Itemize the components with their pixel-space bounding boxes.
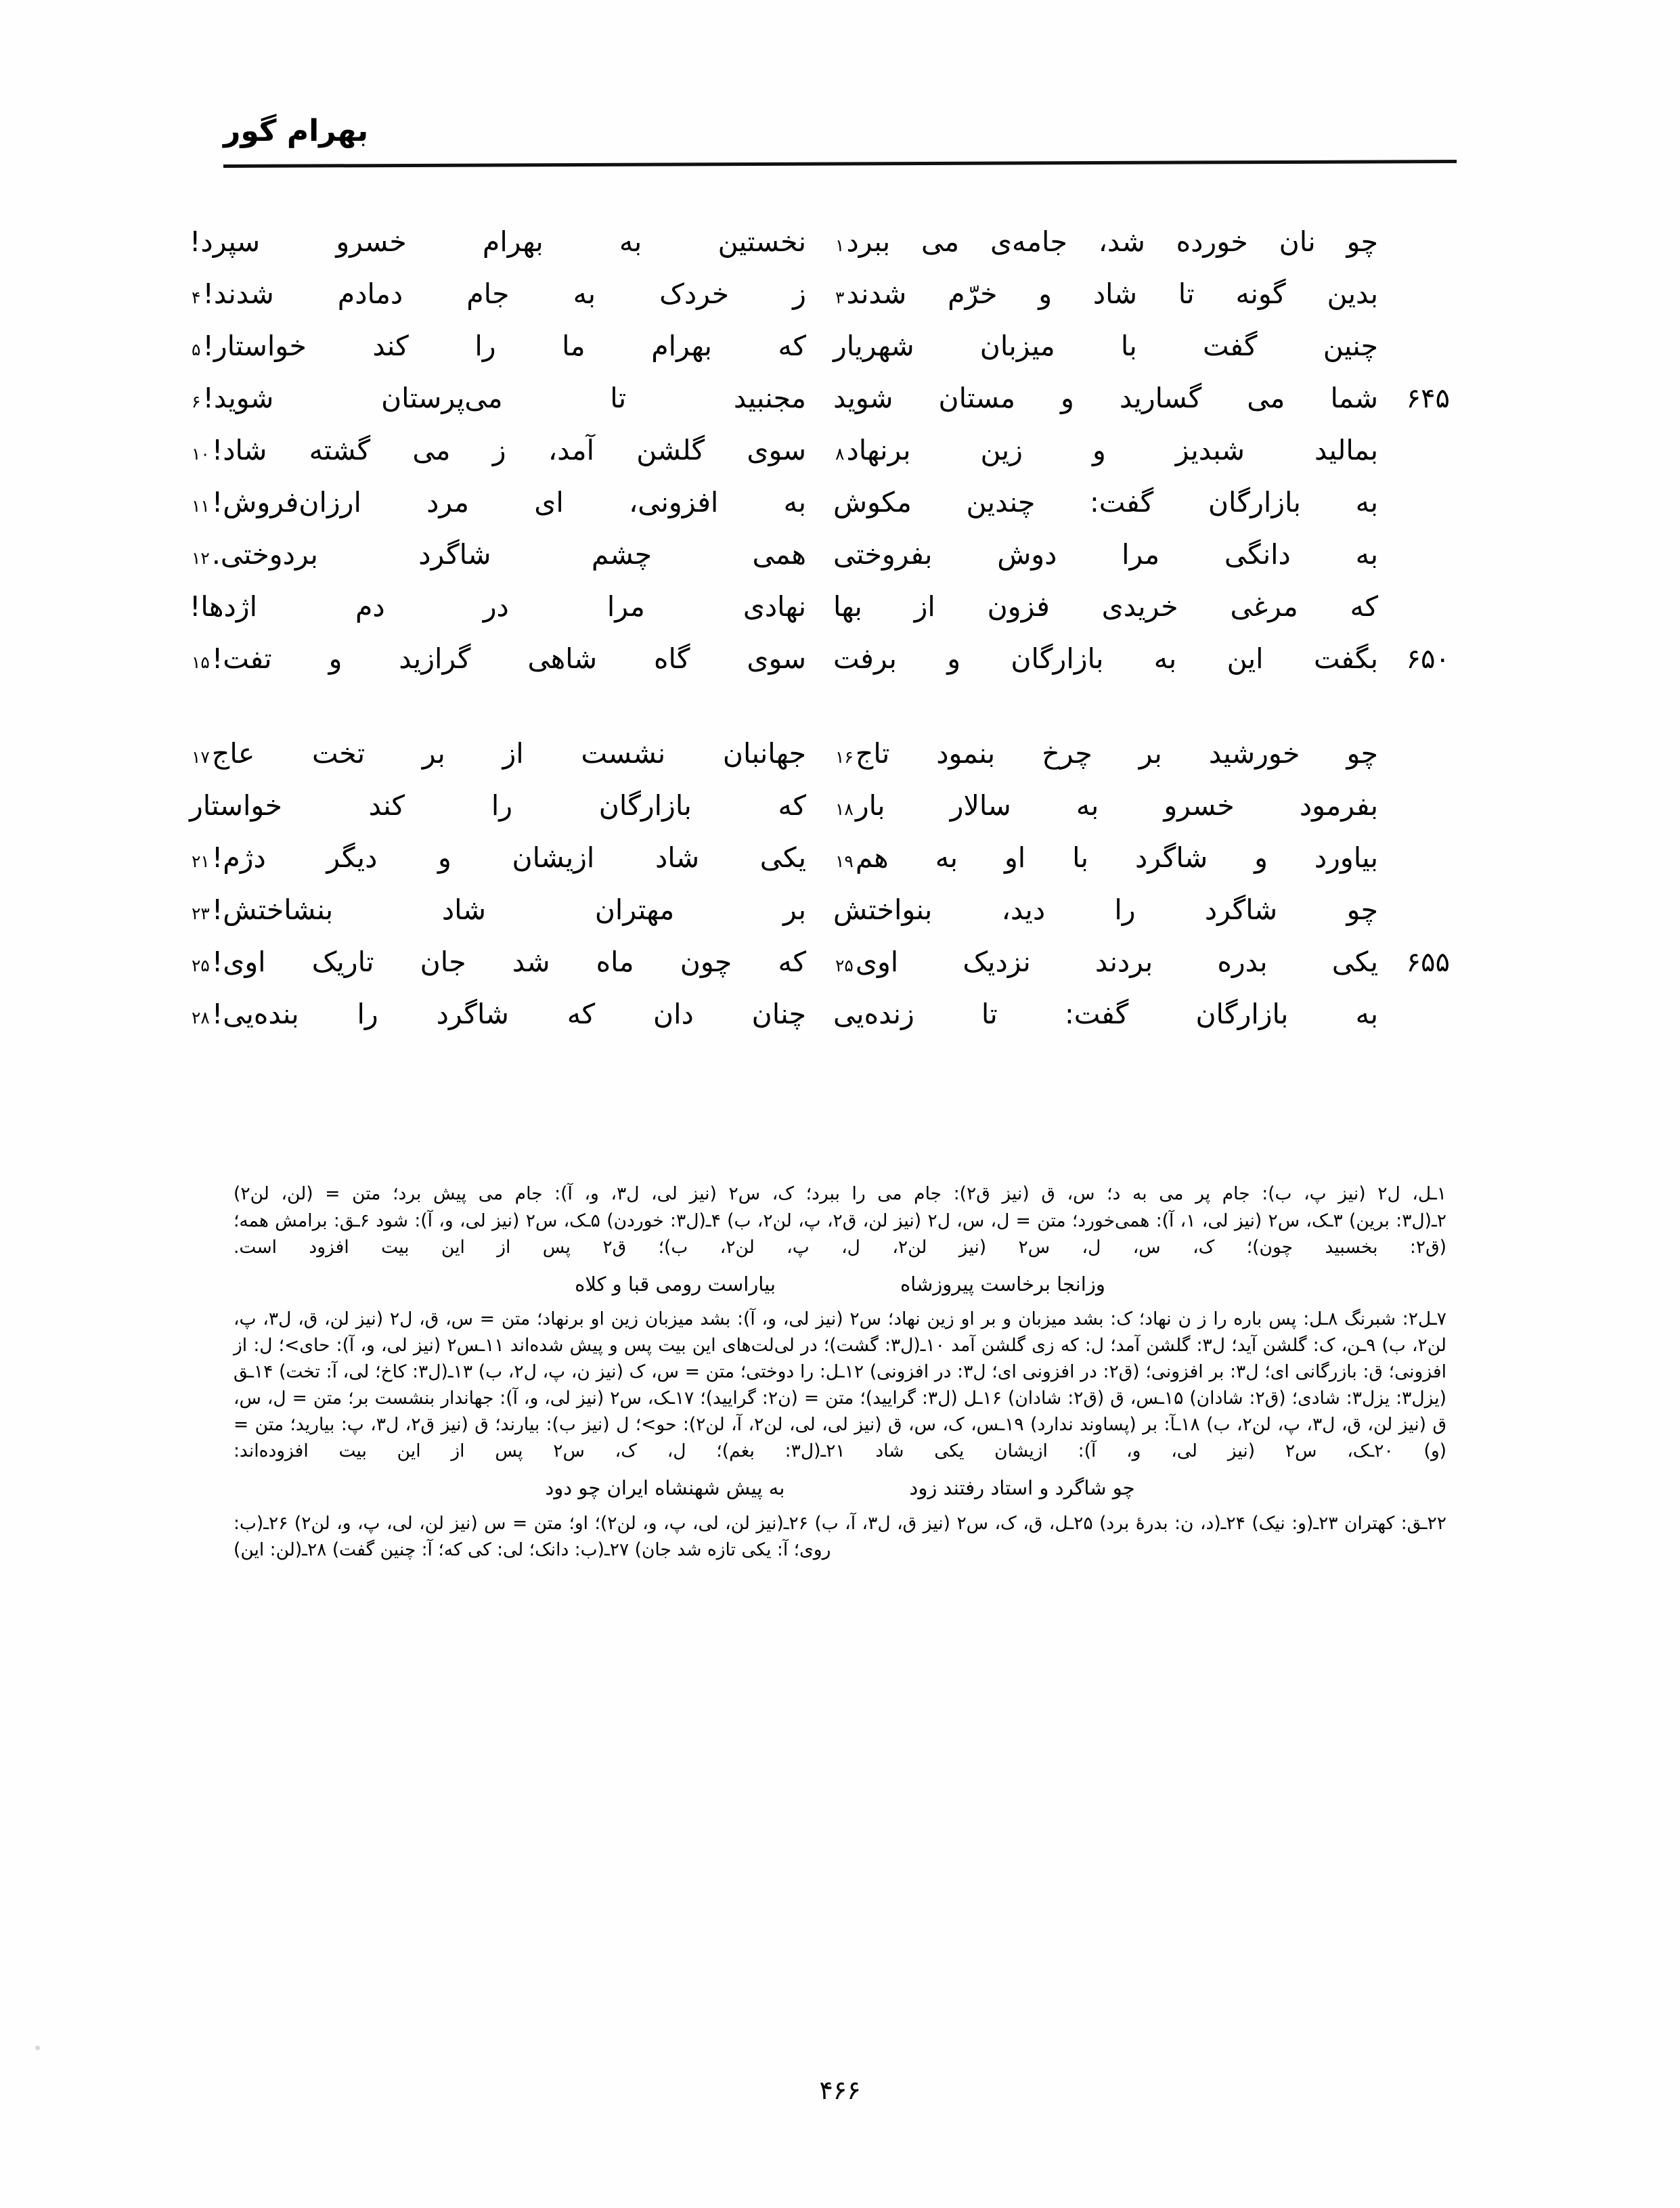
hemistich-left: سوی گاه شاهی گرازید و تفت! ۱۵ (190, 640, 833, 678)
couplet (190, 787, 1457, 824)
bayt-number: ۶۵۵ (1406, 946, 1450, 978)
hemistich-left (190, 787, 833, 824)
hemistich-text: بدین گونه تا شاد و خرّم شدند (846, 277, 1378, 310)
hemistich-text: شما می گسارید و مستان شوید (833, 381, 1378, 414)
hemistich-right: بیاورد و شاگرد با او به هم ۱۹ (833, 839, 1457, 877)
hemistich-right (833, 536, 1457, 573)
couplet (192, 536, 1457, 573)
couplet (190, 588, 1457, 625)
page-header (223, 115, 1457, 163)
inset-verse-1 (234, 1270, 1446, 1299)
inset-hemistich-a: وزانجا برخاست پیروزشاه (900, 1272, 1105, 1296)
hemistich-text: چنین گفت با میزبان شهریار (833, 329, 1378, 362)
stanza-separator (223, 693, 1457, 735)
hemistich-left: که چون ماه شد جان تاریک اوی! ۲۵ (190, 944, 833, 981)
hemistich-text: بفرمود خسرو به سالار بار (855, 789, 1378, 822)
couplet (192, 996, 1457, 1033)
couplet (192, 484, 1457, 521)
hemistich-text: بگفت این به بازارگان و برفت (833, 642, 1378, 676)
hemistich-text: مجنبید تا می‌پرستان شوید! (202, 381, 806, 414)
hemistich-left: همی چشم شاگرد بردوختی. ۱۲ (190, 536, 833, 573)
couplet (192, 891, 1457, 929)
hemistich-left (190, 223, 833, 261)
hemistich-left: که بهرام ما را کند خواستار! ۵ (190, 328, 833, 365)
hemistich-text: به دانگی مرا دوش بفروختی (833, 538, 1378, 571)
hemistich-text: چو شاگرد را دید، بنواختش (833, 893, 1378, 926)
hemistich-text: چنان دان که شاگرد را بنده‌یی! (211, 998, 806, 1031)
hemistich-text: نهادی مرا در دم اژدها! (190, 590, 806, 623)
apparatus-note: ۲۲ـق: کهتران ۲۳ـ(و: نیک) ۲۴ـ(د، ن: بدرهٔ برد) ۲۵ـل، ق، ک، س۲ (نیز ق، ل۳، آ، ب) ۲۶ـ(نیز لن، لی، پ، و، لن۲)؛ او؛ متن = س (نیز لن، لی، پ، و، لن۲) ۲۶ـ(ب: روی؛ آ: یکی تازه شد جان) ۲۷ـ(ب: دانک؛ لی: کی که؛ آ: چنین گفت) ۲۸ـ(لن: این) (234, 1512, 1446, 1560)
inset-hemistich-b: به پیش شهنشاه ایران چو دود (545, 1476, 785, 1500)
couplet (192, 275, 1457, 313)
bayt-number: ۶۴۵ (1406, 382, 1450, 414)
hemistich-left: چنان دان که شاگرد را بنده‌یی! ۲۸ (190, 996, 833, 1033)
hemistich-text: که بازارگان را کند خواستار (190, 789, 806, 822)
hemistich-left: ز خردک به جام دمادم شدند! ۴ (190, 275, 833, 313)
hemistich-left: مجنبید تا می‌پرستان شوید! ۶ (190, 380, 833, 417)
critical-apparatus (234, 1181, 1446, 1564)
hemistich-text: که مرغی خریدی فزون از بها (833, 590, 1378, 623)
hemistich-text: بر مهتران شاد بنشاختش! (211, 893, 806, 926)
couplet (192, 839, 1457, 877)
couplet (192, 640, 1457, 678)
hemistich-text: چو خورشید بر چرخ بنمود تاج (855, 736, 1378, 770)
apparatus-note: ۱ـل، ل۲ (نیز پ، ب): جام پر می به د؛ س، ق (نیز ق۲): جام می را ببرد؛ ک، س۲ (نیز لی، ل۳، و، آ): جام می پیش برد؛ متن = (لن، لن۲) (234, 1183, 1446, 1204)
hemistich-left: به افزونی، ای مرد ارزان‌فروش! ۱۱ (190, 484, 833, 521)
hemistich-left (190, 588, 833, 625)
hemistich-right (833, 640, 1457, 678)
hemistich-right (833, 996, 1457, 1033)
inset-verse-2 (234, 1474, 1446, 1503)
hemistich-right (833, 891, 1457, 929)
running-head-title: بهرام گور (223, 114, 369, 148)
apparatus-note: ۷ـل۲: شبرنگ ۸ـل: پس باره را ز ن نهاد؛ ک: بشد میزبان و بر او زین نهاد؛ س۲ (نیز لی، و، آ): بشد میزبان زین او برنهاد؛ متن = س، ق، ل۲ (نیز لن، ق، ل۳، پ، لن۲، ب) ۹ـن، ک: گلشن آید؛ ل۳: گلشن آمد؛ ل: که زی گلشن آمد ۱۰ـ(ل۳: گشت)؛ در لی‌لت‌های این بیت پس و پیش شده‌اند ۱۱ـس۲ (نیز لی، و، آ): حای>؛ ل: از افزونی؛ ق: بازرگانی ای؛ ل۳: بر افزونی؛ (ق۲: در افزونی ای؛ ل۳: در افزونی) ۱۲ـل: را دوختی؛ متن = س، ک (نیز ن، پ، ل۲، ب) ۱۳ـ(ل۳: کاخ؛ لی، آ: تخت) ۱۴ـق (یزل۳: یزل۳: شادی؛ (ق۲: شادان) ۱۵ـس، ق (ق۲: شادان) ۱۶ـل (ل۳: گرایید)؛ متن = (ن۲: گرایید)؛ ۱۷ـک، س۲ (نیز لی، و، آ): جهاندار بنشست بر؛ متن = ل، س، ق (نیز لن، ق، ل۳، پ، لن۲، ب) ۱۸ـآ: بر (پساوند ندارد) ۱۹ـس، ک، س، ق (نیز لی، لی، لن۲، آ، لن۲): حو>؛ ل (نیز ب): بیارند؛ ق (نیز ق۲، ل۳، پ: بیارید؛ متن = (و) ۲۰ـک، س۲ (نیز لی، و، آ): ازیشان یکی شاد ۲۱ـ(ل۳: بغم)؛ ل، ک، س۲ پس از این بیت افزوده‌اند: (234, 1308, 1447, 1462)
hemistich-left: جهانبان نشست از بر تخت عاج ۱۷ (190, 735, 833, 772)
hemistich-text: ز خردک به جام دمادم شدند! (202, 277, 806, 310)
verse-area (190, 223, 1457, 1048)
hemistich-text: به بازارگان گفت: تا زنده‌یی (833, 998, 1378, 1031)
hemistich-text: که چون ماه شد جان تاریک اوی! (211, 945, 806, 978)
hemistich-left: بر مهتران شاد بنشاختش! ۲۳ (190, 891, 833, 929)
hemistich-text: چو نان خورده شد، جامه‌ی می ببرد (846, 225, 1378, 258)
couplet (192, 328, 1457, 365)
hemistich-text: که بهرام ما را کند خواستار! (202, 329, 806, 362)
hemistich-right: بدین گونه تا شاد و خرّم شدند ۳ (833, 275, 1457, 313)
hemistich-right: چو خورشید بر چرخ بنمود تاج ۱۶ (833, 735, 1457, 772)
hemistich-right (833, 380, 1457, 418)
hemistich-right: چو نان خورده شد، جامه‌ی می ببرد ۱ (833, 223, 1457, 261)
inset-hemistich-a: چو شاگرد و استاد رفتند زود (909, 1476, 1135, 1500)
hemistich-right: ۶۵۵ یکی بدره بردند نزدیک اوی ۲۵ (833, 944, 1457, 981)
hemistich-text: بیاورد و شاگرد با او به هم (855, 841, 1378, 874)
hemistich-right (833, 484, 1457, 521)
inset-hemistich-b: بیاراست رومی قبا و کلاه (575, 1272, 776, 1296)
hemistich-right: بفرمود خسرو به سالار بار ۱۸ (833, 787, 1457, 824)
couplet (192, 432, 1457, 469)
hemistich-text: جهانبان نشست از بر تخت عاج (211, 736, 806, 770)
hemistich-left: یکی شاد ازیشان و دیگر دژم! ۲۱ (190, 839, 833, 877)
hemistich-text: نخستین به بهرام خسرو سپرد! (190, 225, 806, 258)
hemistich-text: به افزونی، ای مرد ارزان‌فروش! (211, 486, 806, 519)
couplet (192, 944, 1457, 981)
scan-speck (35, 2046, 40, 2050)
folio-number: ۴۶۶ (819, 2075, 861, 2105)
hemistich-right (833, 588, 1457, 625)
hemistich-left: سوی گلشن آمد، ز می گشته شاد! ۱۰ (190, 432, 833, 469)
bayt-number: ۶۵۰ (1406, 644, 1450, 676)
couplet (190, 223, 1457, 261)
hemistich-text: بمالید شبدیز و زین برنهاد (846, 434, 1378, 467)
hemistich-text: یکی شاد ازیشان و دیگر دژم! (211, 841, 806, 874)
stanza-1 (190, 223, 1457, 678)
hemistich-text: سوی گاه شاهی گرازید و تفت! (211, 642, 806, 676)
hemistich-text: یکی بدره بردند نزدیک اوی (855, 945, 1378, 978)
hemistich-text: همی چشم شاگرد بردوختی. (211, 538, 806, 571)
couplet (192, 735, 1457, 772)
apparatus-note: ۲ـ(ل۳: برین) ۳ـک، س۲ (نیز لی، ۱، آ): همی‌خورد؛ متن = ل، س، ل۲ (نیز لن، ق۲، پ، لن۲، ب) ۴ـ(ل۳: خوردن) ۵ـک، س۲ (نیز لی، و، آ): شود ۶ـق: برامش همه؛ (ق۲: بخسبید چون)؛ ک، س، ل، س۲ (نیز لن۲، ل، پ، لن۲، ب)؛ ق۲ پس از این بیت افزود است. (234, 1210, 1447, 1258)
header-rule (223, 160, 1457, 168)
hemistich-text: سوی گلشن آمد، ز می گشته شاد! (211, 434, 806, 467)
hemistich-right: بمالید شبدیز و زین برنهاد ۸ (833, 432, 1457, 469)
hemistich-right (833, 328, 1457, 365)
couplet (192, 380, 1457, 418)
stanza-2 (190, 735, 1457, 1033)
hemistich-text: به بازارگان گفت: چندین مکوش (833, 486, 1378, 519)
